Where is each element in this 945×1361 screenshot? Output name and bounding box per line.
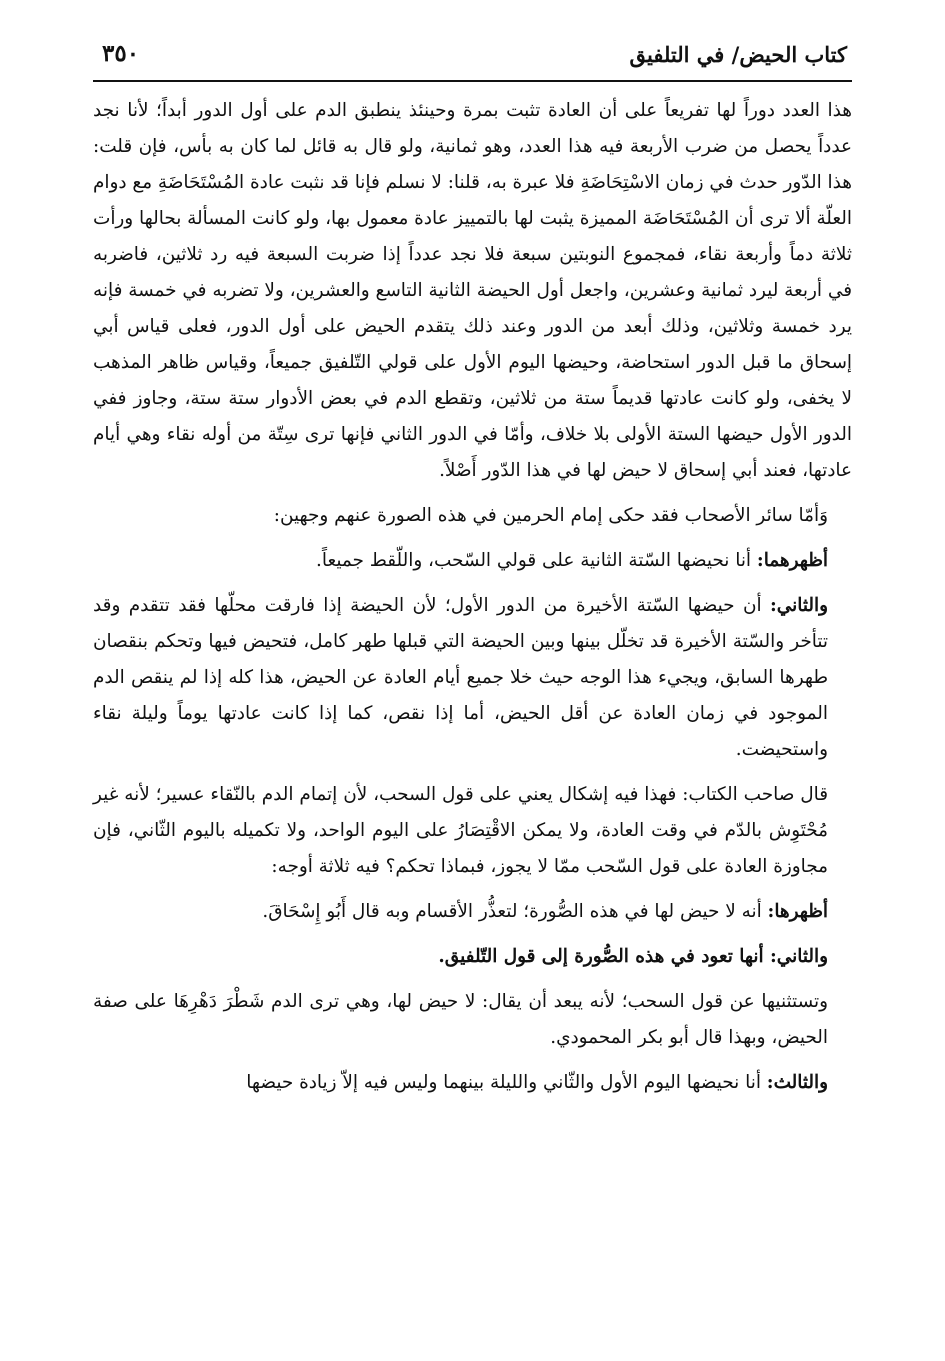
paragraph-exception [93,984,852,1056]
paragraph-text: وَأمّا سائر الأصحاب فقد حكى إمام الحرمين في هذه الصورة عنهم وجهين: [273,505,828,526]
paragraph-text: أنه لا حيض لها في هذه الصُّورة؛ لتعذُّر الأقسام وبه قال أَبُو إِسْحَاقَ. [262,901,768,922]
paragraph-keyword: والثالث: [766,1072,828,1093]
paragraph-text: أن حيضها السّتة الأخيرة من الدور الأول؛ لأن الحيضة إذا فارقت محلّها فقد تتقدم وقد تتأخر والسّتة الأخيرة قد تخلّل بينها وبين الحيضة التي قبلها طهر كامل، فتحيض فيها وتحكم بنقصان طهرها السابق، ويجيء هذا الوجه حيث خلا جميع أيام العادة عن الحيض، هذا كله إذا لم ينقص الدم الموجود في زمان العادة عن أقل الحيض، أما إذا نقص، كما إذا كانت عادتها يوماً وليلة نقاء واستحيضت. [93,595,828,760]
paragraph-text: أنها تعود في هذه الصُّورة إلى قول التّلفيق. [438,946,771,967]
header-divider [93,80,852,82]
paragraph-intro [93,93,852,489]
paragraph-author-quote [93,777,852,885]
paragraph-text: وتستثنيها عن قول السحب؛ لأنه يبعد أن يقال: لا حيض لها، وهي ترى الدم شَطْرَ دَهْرِهَا على صفة الحيض، وبهذا قال أبو بكر المحمودي. [93,991,828,1048]
paragraph-text: هذا العدد دوراً لها تفريعاً على أن العادة تثبت بمرة وحينئذ ينطبق الدم على أول الدور أبداً؛ لأنا نجد عدداً يحصل من ضرب الأربعة فيه هذا العدد، وهو ثمانية، ولو قال به قائل لما كان به بأس، فإن قلت: هذا الدّور حدث في زمان الاسْتِحَاضَةِ فلا عبرة به، قلنا: لا نسلم فإنا قد نثبت عادة المُسْتَحَاضَةِ مع دوام العلّة ألا ترى أن المُسْتَحَاضَة المميزة يثبت لها بالتمييز عادة معمول بها، ولو كانت المسألة بحالها ورأت ثلاثة دماً وأربعة نقاء، فمجموع النوبتين سبعة فلا نجد عدداً إذا ضربت السبعة فيه رد ثلاثين، فاضربه في أربعة ليرد ثمانية وعشرين، واجعل أول الحيضة الثانية التاسع والعشرين، ولا تضربه في خمسة فإنه يرد خمسة وثلاثين، وذلك أبعد من الدور وعند ذلك يتقدم الحيض على أول الدور، فعلى قياس أبي إسحاق ما قبل الدور استحاضة، وحيضها اليوم الأول على قولي التّلفيق جميعاً، وقياس ظاهر المذهب لا يخفى، ولو كانت عادتها قديماً ستة من ثلاثين، وتقطع الدم في بعض الأدوار ستة ستة، وجاوز ففي الدور الأول حيضها الستة الأولى بلا خلاف، وأمّا في الدور الثاني فإنها ترى سِتّة من أوله نقاء وهي أيام عادتها، فعند أبي إسحاق لا حيض لها في هذا الدّور أَصْلاً. [93,100,852,481]
chapter-title: كتاب الحيض/ في التلفيق [629,42,847,67]
paragraph-keyword: أظهرها: [767,901,828,922]
paragraph-keyword: والثاني: [770,946,828,967]
paragraph-text: قال صاحب الكتاب: فهذا فيه إشكال يعني على قول السحب، لأن إتمام الدم بالنّقاء عسير؛ لأنه غير مُحْتَوِش بالدّم في وقت العادة، ولا يمكن الاقْتِصَارُ على اليوم الواحد، ولا تكميله باليوم الثّاني، فإن مجاوزة العادة على قول السّحب ممّا لا يجوز، فبماذا تحكم؟ فيه ثلاثة أوجه: [93,784,828,877]
paragraph-keyword: أظهرهما: [756,550,828,571]
paragraph-option-3 [93,1065,852,1101]
paragraph-text: أنا نحيضها اليوم الأول والثّاني والليلة بينهما وليس فيه إلاّ زيادة حيضها [246,1072,767,1093]
paragraph-second-view [93,588,852,768]
page-number: ٣٥٠ [102,40,140,67]
paragraph-ashab [93,498,852,534]
paragraph-keyword: والثاني: [770,595,828,616]
paragraph-text: أنا نحيضها السّتة الثانية على قولي السّحب، واللّقط جميعاً. [316,550,757,571]
paragraph-first-view [93,543,852,579]
paragraph-option-2 [93,939,852,975]
paragraph-option-1 [93,894,852,930]
running-header [98,36,847,76]
page-body [93,93,852,1101]
